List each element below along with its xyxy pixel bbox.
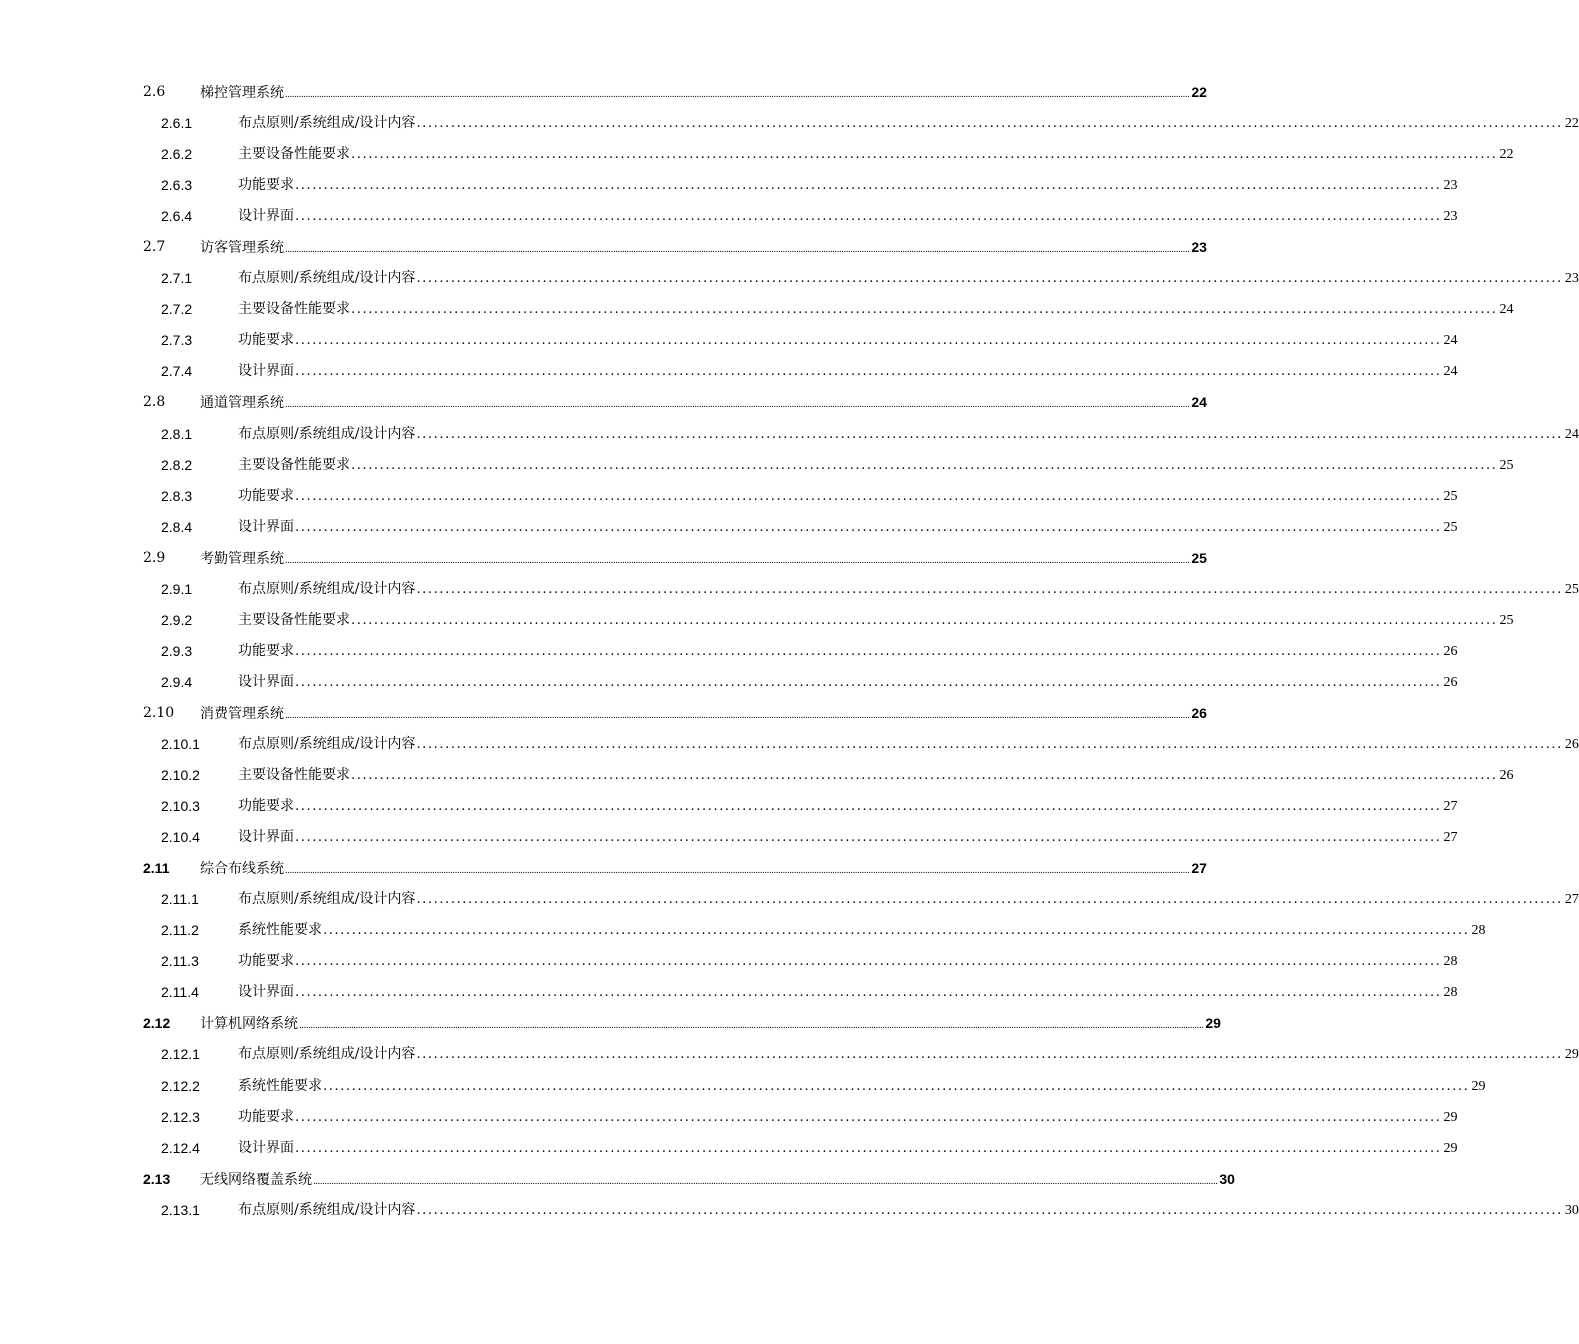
toc-entry-title: 功能要求 — [238, 798, 294, 815]
toc-entry-number: 2.6 — [143, 84, 166, 100]
toc-entry-title: 设计界面 — [238, 673, 294, 690]
toc-dot-leader: ........................................................................................................................................................................................................ — [295, 954, 1442, 970]
toc-entry-title: 设计界面 — [238, 984, 294, 1001]
toc-page-number: 29 — [1564, 1047, 1579, 1063]
toc-entry-line — [238, 977, 1458, 1008]
toc-dot-leader: ........................................................................................................................................................................................................ — [295, 488, 1442, 504]
toc-entry-number: 2.11 — [143, 860, 170, 877]
toc-page-number: 23 — [1191, 239, 1207, 256]
toc-entry-title: 通道管理系统 — [200, 395, 284, 412]
toc-dot-leader: ........................................................................................................................................................................................................ — [351, 457, 1498, 473]
toc-dot-leader: ........................................................................................................................................................................................................ — [295, 209, 1442, 225]
toc-page-number: 26 — [1443, 674, 1458, 690]
toc-entry-line — [238, 170, 1458, 201]
toc-entry-line — [238, 1133, 1458, 1164]
toc-entry-title: 主要设备性能要求 — [238, 611, 350, 628]
toc-page-number: 28 — [1443, 954, 1458, 970]
toc-dot-leader: ................................................................................................................................................................................................................................................................................................................................................................................................................ — [313, 1176, 1218, 1187]
toc-section-entry[interactable] — [0, 387, 1207, 418]
toc-subsection-entry[interactable] — [0, 1102, 1458, 1133]
toc-entry-title: 布点原则/系统组成/设计内容 — [238, 425, 416, 442]
toc-entry-title: 布点原则/系统组成/设计内容 — [238, 115, 416, 132]
toc-page-number: 22 — [1499, 147, 1514, 163]
toc-dot-leader: ................................................................................................................................................................................................................................................................................................................................................................................................................ — [299, 1021, 1204, 1032]
toc-page-number: 22 — [1564, 116, 1579, 132]
toc-page-number: 26 — [1499, 768, 1514, 784]
toc-subsection-entry[interactable] — [0, 108, 1579, 139]
toc-page-number: 29 — [1471, 1078, 1486, 1094]
toc-entry-number: 2.6.1 — [161, 115, 193, 132]
toc-entry-line — [200, 853, 1207, 887]
toc-entry-number: 2.10 — [143, 704, 175, 721]
toc-dot-leader: ........................................................................................................................................................................................................ — [295, 643, 1442, 659]
toc-entry-number: 2.7.4 — [161, 363, 193, 380]
toc-entry-number: 2.12.1 — [161, 1046, 200, 1063]
toc-entry-title: 主要设备性能要求 — [238, 456, 350, 473]
toc-entry-number: 2.9.2 — [161, 611, 193, 628]
toc-page-number: 24 — [1191, 394, 1207, 411]
toc-dot-leader: ................................................................................................................................................................................................................................................................................................................................................................................................................ — [285, 90, 1190, 100]
toc-entry-title: 功能要求 — [238, 177, 294, 194]
toc-dot-leader: ........................................................................................................................................................................................................ — [351, 768, 1498, 784]
toc-dot-leader: ................................................................................................................................................................................................................................................................................................................................................................................................................ — [285, 245, 1190, 256]
toc-subsection-entry[interactable] — [0, 791, 1458, 822]
toc-dot-leader: ........................................................................................................................................................................................................ — [295, 364, 1442, 380]
toc-entry-title: 设计界面 — [238, 1139, 294, 1156]
toc-subsection-entry[interactable] — [0, 667, 1458, 698]
toc-entry-title: 设计界面 — [238, 829, 294, 846]
toc-entry-line — [238, 636, 1458, 667]
toc-page-number: 25 — [1564, 581, 1579, 597]
toc-page-number: 25 — [1499, 457, 1514, 473]
toc-page-number: 26 — [1443, 643, 1458, 659]
toc-section-entry[interactable] — [0, 1008, 1221, 1039]
toc-entry-title: 综合布线系统 — [200, 861, 284, 878]
toc-entry-line — [238, 946, 1458, 977]
toc-subsection-entry[interactable] — [0, 1039, 1579, 1070]
toc-page-number: 25 — [1499, 612, 1514, 628]
toc-dot-leader: ........................................................................................................................................................................................................ — [416, 1047, 1563, 1063]
toc-entry-title: 考勤管理系统 — [200, 550, 284, 567]
toc-entry-title: 布点原则/系统组成/设计内容 — [238, 1201, 416, 1218]
toc-dot-leader: ........................................................................................................................................................................................................ — [323, 1078, 1470, 1094]
toc-dot-leader: ........................................................................................................................................................................................................ — [416, 271, 1563, 287]
toc-entry-line — [200, 543, 1207, 577]
toc-dot-leader: ........................................................................................................................................................................................................ — [295, 519, 1442, 535]
toc-dot-leader: ........................................................................................................................................................................................................ — [295, 674, 1442, 690]
toc-entry-number: 2.9.3 — [161, 642, 193, 659]
toc-entry-line — [238, 294, 1514, 325]
toc-page-number: 24 — [1443, 364, 1458, 380]
toc-subsection-entry[interactable] — [0, 1133, 1458, 1164]
toc-entry-line — [200, 1164, 1235, 1198]
toc-page-number: 26 — [1564, 736, 1579, 752]
toc-page-number: 25 — [1443, 519, 1458, 535]
toc-entry-line — [238, 263, 1579, 294]
toc-entry-number: 2.12.3 — [161, 1108, 200, 1125]
toc-entry-title: 设计界面 — [238, 363, 294, 380]
table-of-contents — [0, 77, 1579, 1226]
toc-entry-title: 布点原则/系统组成/设计内容 — [238, 580, 416, 597]
toc-entry-title: 计算机网络系统 — [200, 1016, 298, 1033]
toc-subsection-entry[interactable] — [0, 1071, 1486, 1102]
toc-subsection-entry[interactable] — [0, 139, 1514, 170]
toc-entry-title: 设计界面 — [238, 518, 294, 535]
toc-entry-title: 系统性能要求 — [238, 922, 322, 939]
toc-dot-leader: ........................................................................................................................................................................................................ — [416, 736, 1563, 752]
toc-entry-line — [238, 915, 1486, 946]
toc-subsection-entry[interactable] — [0, 325, 1458, 356]
toc-page-number: 23 — [1443, 209, 1458, 225]
toc-page-number: 27 — [1443, 830, 1458, 846]
toc-entry-number: 2.8.2 — [161, 456, 193, 473]
toc-entry-number: 2.8.3 — [161, 487, 193, 504]
toc-entry-number: 2.10.4 — [161, 829, 200, 846]
toc-subsection-entry[interactable] — [0, 605, 1514, 636]
toc-entry-number: 2.8.4 — [161, 518, 193, 535]
toc-page-number: 28 — [1471, 923, 1486, 939]
toc-subsection-entry[interactable] — [0, 450, 1514, 481]
toc-entry-line — [238, 1039, 1579, 1070]
toc-entry-line — [238, 481, 1458, 512]
toc-entry-number: 2.12.4 — [161, 1139, 200, 1156]
toc-entry-number: 2.6.4 — [161, 208, 193, 225]
toc-subsection-entry[interactable] — [0, 946, 1458, 977]
toc-entry-number: 2.9.4 — [161, 673, 193, 690]
toc-dot-leader: ........................................................................................................................................................................................................ — [416, 116, 1563, 132]
toc-entry-title: 布点原则/系统组成/设计内容 — [238, 1046, 416, 1063]
toc-page-number: 29 — [1205, 1015, 1221, 1032]
toc-entry-title: 布点原则/系统组成/设计内容 — [238, 270, 416, 287]
toc-entry-number: 2.8.1 — [161, 425, 193, 442]
toc-page-number: 24 — [1443, 333, 1458, 349]
toc-entry-title: 功能要求 — [238, 1108, 294, 1125]
toc-page-number: 28 — [1443, 985, 1458, 1001]
toc-entry-number: 2.7.2 — [161, 301, 193, 318]
toc-page-number: 26 — [1191, 704, 1207, 721]
toc-page-number: 27 — [1443, 799, 1458, 815]
toc-page-number: 30 — [1564, 1202, 1579, 1218]
toc-subsection-entry[interactable] — [0, 574, 1579, 605]
toc-entry-title: 功能要求 — [238, 332, 294, 349]
toc-entry-number: 2.7 — [143, 239, 166, 256]
toc-page-number: 25 — [1443, 488, 1458, 504]
toc-subsection-entry[interactable] — [0, 356, 1458, 387]
toc-entry-number: 2.6.2 — [161, 146, 193, 163]
toc-subsection-entry[interactable] — [0, 729, 1579, 760]
toc-entry-title: 梯控管理系统 — [200, 85, 284, 101]
toc-dot-leader: ........................................................................................................................................................................................................ — [295, 333, 1442, 349]
toc-subsection-entry[interactable] — [0, 822, 1458, 853]
toc-entry-title: 功能要求 — [238, 642, 294, 659]
toc-subsection-entry[interactable] — [0, 977, 1458, 1008]
toc-entry-number: 2.9.1 — [161, 580, 193, 597]
toc-entry-number: 2.10.1 — [161, 735, 200, 752]
toc-section-entry[interactable] — [0, 77, 1207, 108]
toc-entry-title: 访客管理系统 — [200, 240, 284, 257]
toc-dot-leader: ........................................................................................................................................................................................................ — [416, 892, 1563, 908]
toc-entry-line — [238, 605, 1514, 636]
toc-entry-title: 设计界面 — [238, 208, 294, 225]
toc-page-number: 23 — [1564, 271, 1579, 287]
toc-subsection-entry[interactable] — [0, 201, 1458, 232]
toc-entry-number: 2.12.2 — [161, 1077, 200, 1094]
toc-page-number: 27 — [1564, 892, 1579, 908]
toc-dot-leader: ........................................................................................................................................................................................................ — [295, 1109, 1442, 1125]
toc-entry-line — [238, 419, 1579, 450]
toc-dot-leader: ........................................................................................................................................................................................................ — [351, 612, 1498, 628]
toc-entry-title: 主要设备性能要求 — [238, 301, 350, 318]
toc-page-number: 29 — [1443, 1140, 1458, 1156]
toc-entry-title: 功能要求 — [238, 953, 294, 970]
toc-entry-number: 2.11.2 — [161, 922, 199, 939]
toc-entry-line — [238, 729, 1579, 760]
toc-entry-title: 系统性能要求 — [238, 1077, 322, 1094]
toc-dot-leader: ................................................................................................................................................................................................................................................................................................................................................................................................................ — [285, 710, 1190, 721]
toc-page-number: 25 — [1191, 549, 1207, 566]
toc-entry-line — [200, 387, 1207, 421]
toc-subsection-entry[interactable] — [0, 481, 1458, 512]
toc-entry-number: 2.11.1 — [161, 891, 199, 908]
toc-section-entry[interactable] — [0, 543, 1207, 574]
toc-entry-line — [238, 1195, 1579, 1226]
toc-section-entry[interactable] — [0, 232, 1207, 263]
toc-entry-line — [238, 791, 1458, 822]
toc-entry-number: 2.8 — [143, 394, 166, 411]
toc-subsection-entry[interactable] — [0, 1195, 1579, 1226]
toc-entry-line — [238, 512, 1458, 543]
toc-dot-leader: ........................................................................................................................................................................................................ — [416, 581, 1563, 597]
toc-entry-line — [238, 450, 1514, 481]
toc-dot-leader: ........................................................................................................................................................................................................ — [295, 985, 1442, 1001]
toc-entry-number: 2.12 — [143, 1015, 171, 1032]
toc-subsection-entry[interactable] — [0, 760, 1514, 791]
toc-dot-leader: ........................................................................................................................................................................................................ — [416, 426, 1563, 442]
toc-entry-number: 2.13 — [143, 1170, 171, 1187]
toc-entry-title: 主要设备性能要求 — [238, 767, 350, 784]
toc-entry-line — [238, 884, 1579, 915]
toc-entry-number: 2.11.4 — [161, 984, 199, 1001]
toc-section-entry[interactable] — [0, 1164, 1235, 1195]
toc-entry-number: 2.11.3 — [161, 953, 199, 970]
toc-subsection-entry[interactable] — [0, 170, 1458, 201]
toc-subsection-entry[interactable] — [0, 915, 1486, 946]
toc-entry-title: 布点原则/系统组成/设计内容 — [238, 735, 416, 752]
toc-entry-line — [238, 139, 1514, 170]
toc-entry-title: 功能要求 — [238, 487, 294, 504]
toc-subsection-entry[interactable] — [0, 419, 1579, 450]
toc-entry-line — [238, 201, 1458, 232]
toc-dot-leader: ........................................................................................................................................................................................................ — [295, 799, 1442, 815]
toc-dot-leader: ........................................................................................................................................................................................................ — [295, 178, 1442, 194]
toc-entry-number: 2.7.3 — [161, 332, 193, 349]
toc-entry-line — [238, 667, 1458, 698]
toc-dot-leader: ................................................................................................................................................................................................................................................................................................................................................................................................................ — [285, 866, 1190, 877]
toc-entry-number: 2.10.2 — [161, 767, 200, 784]
toc-entry-line — [238, 108, 1579, 139]
toc-entry-number: 2.13.1 — [161, 1201, 200, 1218]
toc-entry-line — [238, 760, 1514, 791]
toc-entry-title: 消费管理系统 — [200, 705, 284, 722]
toc-section-entry[interactable] — [0, 853, 1207, 884]
toc-page-number: 27 — [1191, 860, 1207, 877]
toc-entry-line — [238, 822, 1458, 853]
toc-entry-line — [238, 1102, 1458, 1133]
toc-entry-number: 2.10.3 — [161, 798, 200, 815]
toc-page-number: 30 — [1219, 1170, 1235, 1187]
toc-subsection-entry[interactable] — [0, 636, 1458, 667]
toc-entry-line — [238, 1071, 1486, 1102]
toc-page-number: 22 — [1191, 84, 1207, 100]
toc-subsection-entry[interactable] — [0, 263, 1579, 294]
toc-dot-leader: ........................................................................................................................................................................................................ — [416, 1202, 1563, 1218]
toc-dot-leader: ................................................................................................................................................................................................................................................................................................................................................................................................................ — [285, 555, 1190, 566]
toc-section-entry[interactable] — [0, 698, 1207, 729]
toc-dot-leader: ........................................................................................................................................................................................................ — [295, 1140, 1442, 1156]
toc-entry-title: 布点原则/系统组成/设计内容 — [238, 891, 416, 908]
toc-entry-title: 无线网络覆盖系统 — [200, 1171, 312, 1188]
toc-dot-leader: ................................................................................................................................................................................................................................................................................................................................................................................................................ — [285, 400, 1190, 411]
toc-entry-line — [200, 698, 1207, 732]
toc-entry-title: 主要设备性能要求 — [238, 146, 350, 163]
toc-entry-line — [200, 77, 1207, 111]
toc-page-number: 23 — [1443, 178, 1458, 194]
toc-subsection-entry[interactable] — [0, 294, 1514, 325]
toc-entry-line — [238, 325, 1458, 356]
toc-entry-number: 2.6.3 — [161, 177, 193, 194]
toc-dot-leader: ........................................................................................................................................................................................................ — [351, 147, 1498, 163]
toc-page-number: 24 — [1499, 302, 1514, 318]
toc-entry-line — [238, 356, 1458, 387]
toc-dot-leader: ........................................................................................................................................................................................................ — [295, 830, 1442, 846]
toc-dot-leader: ........................................................................................................................................................................................................ — [351, 302, 1498, 318]
toc-page-number: 29 — [1443, 1109, 1458, 1125]
toc-entry-number: 2.7.1 — [161, 270, 193, 287]
toc-entry-line — [200, 232, 1207, 266]
toc-subsection-entry[interactable] — [0, 512, 1458, 543]
toc-dot-leader: ........................................................................................................................................................................................................ — [323, 923, 1470, 939]
toc-entry-number: 2.9 — [143, 549, 166, 566]
toc-page-number: 24 — [1564, 426, 1579, 442]
toc-entry-line — [200, 1008, 1221, 1042]
toc-subsection-entry[interactable] — [0, 884, 1579, 915]
toc-entry-line — [238, 574, 1579, 605]
